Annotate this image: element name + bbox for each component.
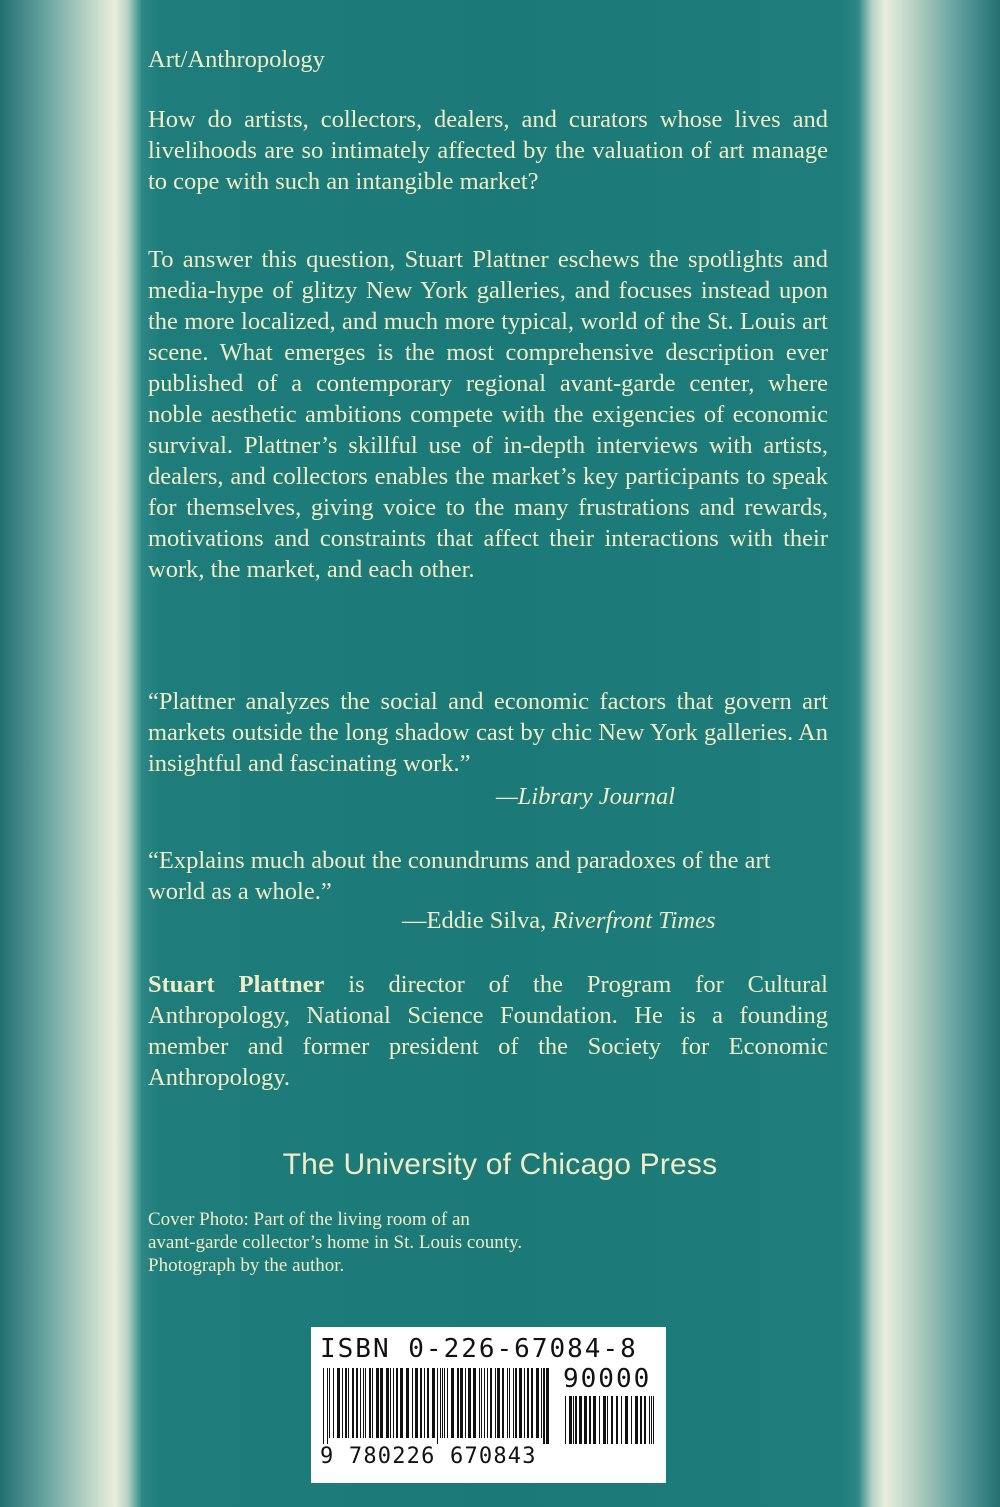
attribution-prefix: — — [496, 783, 518, 810]
barcode-bar — [644, 1396, 646, 1444]
barcode-bar — [386, 1368, 389, 1438]
attribution-prefix: —Eddie Silva, — [402, 907, 553, 934]
barcode-bar — [515, 1368, 517, 1438]
barcode-bar — [484, 1368, 485, 1438]
barcode-bar — [396, 1368, 398, 1438]
barcode-bar — [487, 1368, 488, 1438]
barcode-bar — [372, 1368, 373, 1438]
barcode-bar — [323, 1368, 324, 1444]
price-addon-barcode — [564, 1396, 656, 1444]
barcode-bar — [653, 1396, 654, 1444]
ean-digits: 9 780226 670843 — [320, 1444, 537, 1469]
barcode-bar — [415, 1368, 418, 1438]
barcode-bar — [541, 1368, 542, 1438]
barcode-bar — [412, 1368, 413, 1438]
cover-photo-credit — [148, 1208, 708, 1277]
barcode-bar — [442, 1368, 443, 1438]
barcode-bar — [479, 1368, 480, 1438]
barcode-bar — [616, 1396, 618, 1444]
barcode-bar — [348, 1368, 349, 1438]
barcode-bar — [509, 1368, 510, 1438]
barcode-bar — [502, 1368, 504, 1438]
barcode-bar — [329, 1368, 330, 1438]
publication-name: Library Journal — [517, 783, 676, 810]
barcode-bar — [327, 1368, 328, 1444]
review-attribution-2 — [402, 905, 716, 936]
review-attribution-1 — [496, 781, 675, 812]
barcode-bar — [363, 1368, 364, 1438]
barcode-bar — [490, 1368, 492, 1438]
barcode-bar — [640, 1396, 642, 1444]
barcode-bar — [376, 1368, 379, 1438]
barcode-bar — [345, 1368, 347, 1438]
barcode-bar — [607, 1396, 608, 1444]
barcode-bar — [513, 1368, 514, 1438]
barcode-bar — [611, 1396, 613, 1444]
barcode-bar — [527, 1368, 529, 1438]
credit-line: Cover Photo: Part of the living room of an — [148, 1209, 470, 1230]
barcode-bar — [365, 1368, 366, 1438]
barcode-bar — [565, 1396, 566, 1444]
barcode-bar — [481, 1368, 482, 1438]
barcode-bar — [593, 1396, 596, 1444]
review-quote-1: “Plattner analyzes the social and economic factors that govern art markets outside the long shadow cast by chic New York galleries. An insightful and fascinating work.” — [148, 688, 828, 777]
barcode-bar — [625, 1396, 628, 1444]
barcode-bar — [406, 1368, 409, 1438]
credit-line: Photograph by the author. — [148, 1255, 345, 1276]
barcode-bar — [599, 1396, 600, 1444]
review-quote-2: “Explains much about the conundrums and paradoxes of the art world as a whole.” — [148, 847, 771, 905]
barcode-bar — [495, 1368, 496, 1438]
barcode-bar — [390, 1368, 391, 1438]
barcode-bar — [589, 1396, 591, 1444]
barcode-bar — [573, 1396, 574, 1444]
barcode-bar — [569, 1396, 572, 1444]
barcode-bar — [465, 1368, 466, 1438]
barcode-bar — [546, 1368, 549, 1444]
barcode-bar — [524, 1368, 525, 1438]
barcode-bar — [337, 1368, 340, 1438]
barcode-bar — [451, 1368, 454, 1438]
barcode-bar — [497, 1368, 500, 1438]
ean-barcode — [322, 1368, 550, 1444]
barcode-bar — [440, 1368, 441, 1438]
barcode-bar — [444, 1368, 445, 1438]
publisher-name: The University of Chicago Press — [282, 1148, 718, 1181]
barcode-bar — [531, 1368, 533, 1438]
isbn-label: ISBN 0-226-67084-8 — [320, 1334, 638, 1364]
barcode-bar — [543, 1368, 545, 1444]
barcode-bar — [380, 1368, 383, 1438]
barcode-bar — [635, 1396, 638, 1444]
barcode-bar — [369, 1368, 371, 1438]
barcode-bar — [621, 1396, 622, 1444]
barcode-bar — [427, 1368, 429, 1438]
barcode-bar — [649, 1396, 650, 1444]
barcode-bar — [400, 1368, 403, 1438]
barcode-bar — [342, 1368, 343, 1438]
intro-paragraph: How do artists, collectors, dealers, and curators whose lives and livelihoods are so intimately affected by the valuation of art manage to cope with such an intangible market? — [148, 106, 828, 195]
barcode-bar — [584, 1396, 587, 1444]
barcode-bar — [457, 1368, 459, 1438]
description-paragraph: To answer this question, Stuart Plattner eschews the spotlights and media-hype of glitzy New York galleries, and focuses instead upon the more localized, and much more typical, world of the St. Louis art scene. What emerges is the most comprehensive description ever published of a contemporary regional avant-garde center, where noble aesthetic ambitions compete with the exigencies of economic survival. Plattner’s skillful use of in-depth interviews with artists, dealers, and collectors enables the market’s key participants to speak for themselves, giving voice to the many frustrations and rewards, motivations and constraints that affect their interactions with their work, the market, and each other. — [148, 246, 828, 583]
credit-line: avant-garde collector’s home in St. Louis county. — [148, 1232, 523, 1253]
barcode-bar — [579, 1396, 582, 1444]
publication-name: Riverfront Times — [552, 907, 716, 934]
barcode-bar — [575, 1396, 577, 1444]
barcode-bar — [519, 1368, 522, 1438]
barcode-bar — [447, 1368, 448, 1438]
barcode-bar — [536, 1368, 539, 1438]
barcode-bar — [460, 1368, 463, 1438]
author-name: Stuart Plattner — [148, 971, 325, 998]
barcode-bar — [507, 1368, 508, 1438]
barcode-bar — [352, 1368, 354, 1438]
barcode-bar — [393, 1368, 394, 1438]
barcode-bar — [424, 1368, 425, 1438]
author-bio — [148, 969, 828, 1093]
barcode-bar — [432, 1368, 435, 1438]
price-code: 90000 — [563, 1364, 652, 1394]
barcode-bar — [360, 1368, 361, 1438]
barcode-bar — [420, 1368, 422, 1438]
barcode-bar — [603, 1396, 606, 1444]
barcode-bar — [437, 1368, 438, 1444]
barcode-bar — [473, 1368, 476, 1438]
barcode-bar — [651, 1396, 652, 1444]
barcode-bar — [356, 1368, 358, 1438]
barcode-bar — [468, 1368, 471, 1438]
bio-text: is director of the Program for Cultural Anthropology, National Science Foundation. He is a founding member and former president of the Society for Economic Anthropology. — [148, 971, 828, 1091]
barcode-bar — [333, 1368, 334, 1438]
barcode-bar — [631, 1396, 632, 1444]
category-label: Art/Anthropology — [148, 46, 325, 73]
